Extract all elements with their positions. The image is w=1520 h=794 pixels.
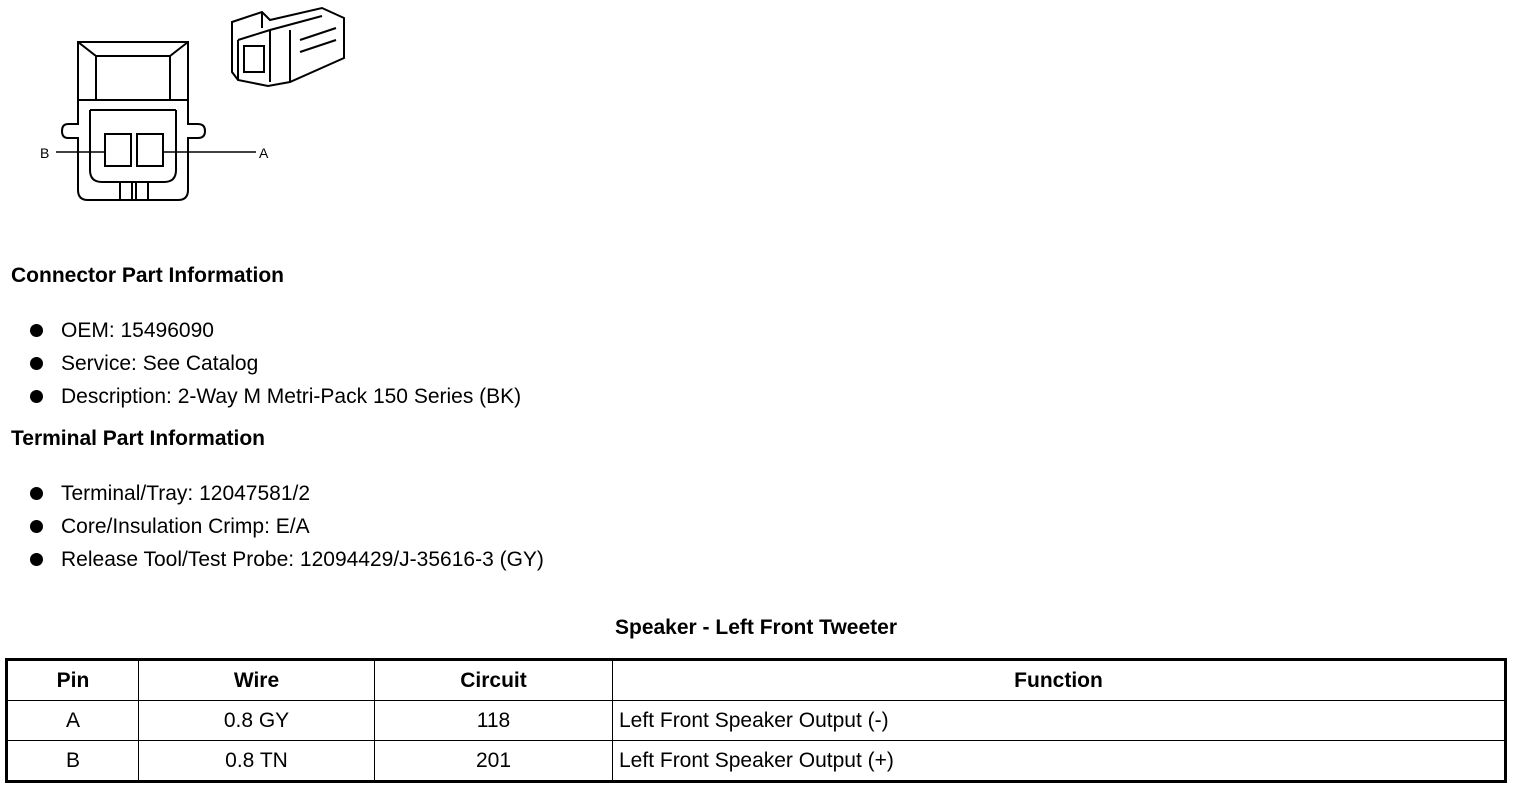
table-header-row: [7, 660, 1506, 701]
bullet-icon: [30, 390, 43, 403]
bullet-icon: [30, 553, 43, 566]
terminal-info-list: [30, 477, 544, 576]
list-item: Core/Insulation Crimp: E/A: [30, 510, 544, 543]
header-wire: Wire: [139, 660, 375, 701]
pin-label-a: A: [259, 145, 269, 161]
bullet-icon: [30, 324, 43, 337]
cell-wire: 0.8 GY: [139, 701, 375, 741]
list-item: Description: 2-Way M Metri-Pack 150 Series (BK): [30, 380, 521, 413]
connector-face-drawing: [0, 0, 360, 220]
table-row: [7, 701, 1506, 741]
list-item: Release Tool/Test Probe: 12094429/J-35616-3 (GY): [30, 543, 544, 576]
header-pin: Pin: [7, 660, 139, 701]
table-row: [7, 741, 1506, 782]
cell-circuit: 201: [375, 741, 613, 782]
connector-isometric-drawing: [232, 8, 344, 86]
connector-diagram: [0, 0, 360, 220]
bullet-icon: [30, 520, 43, 533]
cell-pin: A: [7, 701, 139, 741]
bullet-icon: [30, 357, 43, 370]
list-item: Terminal/Tray: 12047581/2: [30, 477, 544, 510]
list-item: Service: See Catalog: [30, 347, 521, 380]
cell-circuit: 118: [375, 701, 613, 741]
cell-function: Left Front Speaker Output (+): [613, 741, 1506, 782]
table-title: Speaker - Left Front Tweeter: [614, 616, 897, 639]
cell-pin: B: [7, 741, 139, 782]
pin-table: [5, 658, 1507, 783]
bullet-icon: [30, 487, 43, 500]
terminal-info-title: Terminal Part Information: [11, 427, 265, 450]
connector-info-title: Connector Part Information: [11, 264, 285, 287]
cell-wire: 0.8 TN: [139, 741, 375, 782]
header-circuit: Circuit: [375, 660, 613, 701]
connector-info-list: [30, 314, 521, 413]
cell-function: Left Front Speaker Output (-): [613, 701, 1506, 741]
list-item: OEM: 15496090: [30, 314, 521, 347]
header-function: Function: [613, 660, 1506, 701]
pin-label-b: B: [40, 145, 50, 161]
